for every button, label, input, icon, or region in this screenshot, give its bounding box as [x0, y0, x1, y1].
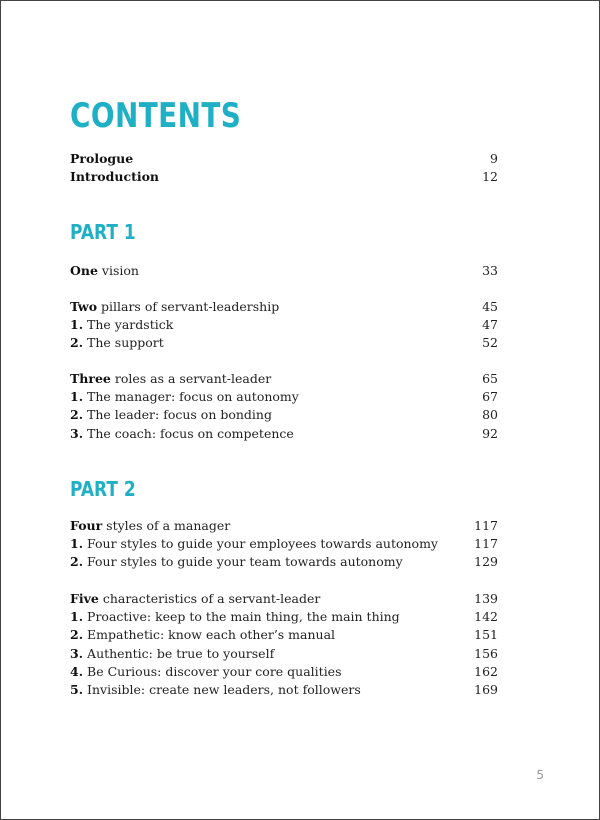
toc-entry[interactable] [70, 663, 498, 681]
toc-entry-prologue[interactable] [70, 150, 498, 168]
entry-page: 80 [482, 407, 498, 423]
entry-page: 117 [474, 536, 498, 552]
entry-page: 12 [482, 169, 498, 185]
entry-page: 169 [474, 681, 498, 697]
entry-text: pillars of servant-leadership [97, 299, 280, 314]
entry-bold: Four [70, 518, 103, 533]
toc-entry[interactable] [70, 262, 498, 280]
entry-page: 47 [482, 317, 498, 333]
toc-chapter-one [70, 262, 498, 280]
page-number: 5 [536, 768, 544, 782]
entry-bold: One [70, 263, 98, 278]
toc-entry[interactable] [70, 553, 498, 571]
toc-entry[interactable] [70, 334, 498, 352]
toc-entry-introduction[interactable] [70, 168, 498, 186]
entry-text: The support [83, 335, 164, 351]
entry-bold: 1. [70, 609, 84, 625]
entry-page: 151 [474, 627, 498, 643]
entry-page: 65 [482, 371, 498, 386]
entry-bold: 2. [70, 335, 84, 351]
entry-text: The coach: focus on competence [83, 425, 294, 441]
entry-page: 117 [474, 518, 498, 533]
toc-entry[interactable] [70, 681, 498, 699]
entry-page: 45 [482, 299, 498, 314]
entry-bold: Five [70, 591, 99, 606]
toc-entry[interactable] [70, 608, 498, 626]
toc-entry[interactable] [70, 517, 498, 535]
entry-text: Empathetic: know each other’s manual [83, 627, 336, 643]
entry-page: 9 [490, 151, 498, 166]
toc-entry[interactable] [70, 370, 498, 388]
toc-entry[interactable] [70, 298, 498, 316]
entry-text: Proactive: keep to the main thing, the main thing [83, 609, 400, 625]
entry-bold: 1. [70, 389, 84, 405]
entry-page: 129 [474, 554, 498, 570]
toc-chapter-four [70, 517, 498, 572]
entry-bold: 2. [70, 554, 84, 570]
contents-heading: CONTENTS [70, 96, 242, 136]
entry-text: Authentic: be true to yourself [83, 645, 275, 661]
entry-bold: 1. [70, 317, 84, 333]
part-1-heading: PART 1 [70, 220, 136, 244]
entry-bold: Three [70, 371, 111, 386]
entry-text: The yardstick [83, 317, 174, 333]
entry-text: Invisible: create new leaders, not followers [83, 681, 361, 697]
entry-bold: 3. [70, 645, 84, 661]
toc-entry[interactable] [70, 316, 498, 334]
toc-entry[interactable] [70, 425, 498, 443]
entry-bold: 2. [70, 407, 84, 423]
entry-page: 52 [482, 335, 498, 351]
entry-title: Prologue [70, 151, 134, 166]
toc-chapter-five [70, 590, 498, 699]
entry-text: Four styles to guide your employees towards autonomy [83, 536, 438, 552]
entry-page: 33 [482, 263, 498, 278]
entry-page: 162 [474, 663, 498, 679]
entry-bold: Two [70, 299, 98, 314]
entry-bold: 5. [70, 681, 84, 697]
toc-entry[interactable] [70, 388, 498, 406]
toc-chapter-three [70, 370, 498, 443]
entry-text: The manager: focus on autonomy [83, 389, 299, 405]
entry-text: styles of a manager [102, 518, 231, 533]
toc-front-matter [70, 150, 498, 186]
part-2-heading: PART 2 [70, 477, 136, 501]
toc-chapter-two [70, 298, 498, 353]
entry-page: 67 [482, 389, 498, 405]
entry-page: 156 [474, 645, 498, 661]
entry-bold: 3. [70, 425, 84, 441]
entry-title: Introduction [70, 169, 160, 185]
entry-page: 142 [474, 609, 498, 625]
entry-text: The leader: focus on bonding [83, 407, 272, 423]
entry-text: vision [97, 263, 139, 278]
entry-text: Be Curious: discover your core qualities [83, 663, 342, 679]
entry-page: 92 [482, 425, 498, 441]
toc-entry[interactable] [70, 590, 498, 608]
toc-entry[interactable] [70, 406, 498, 424]
toc-entry[interactable] [70, 535, 498, 553]
entry-bold: 2. [70, 627, 84, 643]
entry-bold: 1. [70, 536, 84, 552]
entry-text: characteristics of a servant-leader [98, 591, 321, 606]
entry-text: Four styles to guide your team towards autonomy [83, 554, 403, 570]
toc-entry[interactable] [70, 645, 498, 663]
entry-page: 139 [474, 591, 498, 606]
entry-text: roles as a servant-leader [110, 371, 272, 386]
entry-bold: 4. [70, 663, 84, 679]
toc-entry[interactable] [70, 626, 498, 644]
